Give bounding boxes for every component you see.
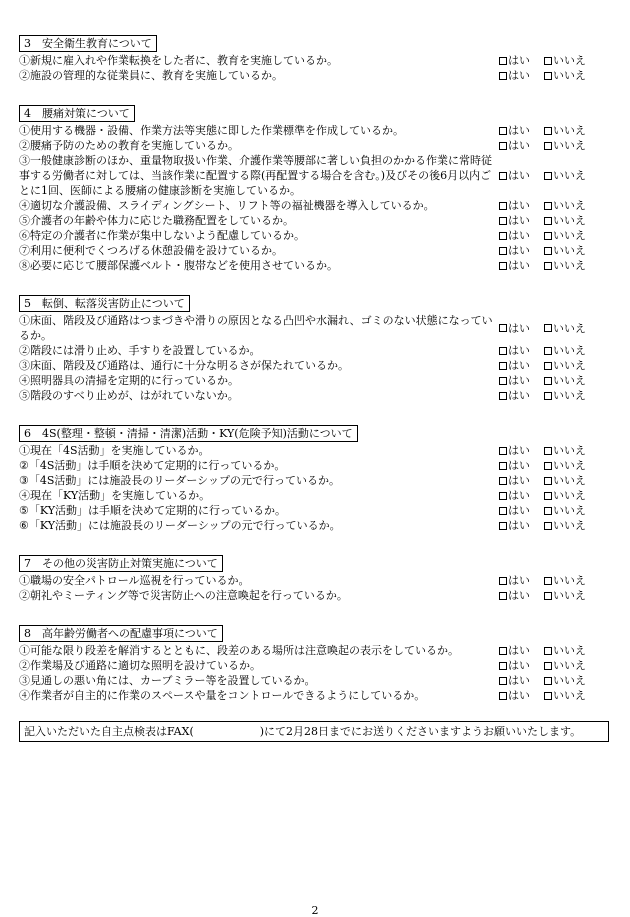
yes-checkbox[interactable] bbox=[499, 507, 507, 515]
checklist-item bbox=[19, 373, 614, 388]
checklist-item bbox=[19, 488, 614, 503]
yes-label: はい bbox=[508, 359, 530, 372]
no-label: いいえ bbox=[553, 259, 586, 272]
question-text: ④適切な介護設備、スライディングシート、リフト等の福祉機器を導入しているか。 bbox=[19, 199, 435, 212]
no-option[interactable] bbox=[544, 458, 586, 473]
checklist-section bbox=[19, 105, 614, 273]
yes-label: はい bbox=[508, 259, 530, 272]
no-checkbox[interactable] bbox=[544, 347, 552, 355]
page-number: 2 bbox=[311, 904, 319, 917]
no-label: いいえ bbox=[553, 229, 586, 242]
question-text: ⑧必要に応じて腰部保護ベルト・腹帯などを使用させているか。 bbox=[19, 259, 338, 272]
yes-label: はい bbox=[508, 519, 530, 532]
no-checkbox[interactable] bbox=[544, 262, 552, 270]
yes-option[interactable] bbox=[499, 573, 544, 588]
yes-option[interactable] bbox=[499, 313, 544, 343]
no-option[interactable] bbox=[544, 213, 586, 228]
answer-options bbox=[497, 518, 614, 533]
no-checkbox[interactable] bbox=[544, 172, 552, 180]
checklist-section bbox=[19, 625, 614, 703]
question-text: ④現在「KY活動」を実施しているか。 bbox=[19, 489, 211, 502]
checklist-item bbox=[19, 388, 614, 403]
no-label: いいえ bbox=[553, 574, 586, 587]
no-label: いいえ bbox=[553, 321, 586, 335]
yes-checkbox[interactable] bbox=[499, 202, 507, 210]
checklist-item bbox=[19, 658, 614, 673]
answer-options bbox=[497, 343, 614, 358]
yes-option[interactable] bbox=[499, 673, 544, 688]
no-checkbox[interactable] bbox=[544, 492, 552, 500]
section-heading: 8 高年齢労働者への配慮事項について bbox=[19, 625, 223, 642]
no-option[interactable] bbox=[544, 643, 586, 658]
checklist-item bbox=[19, 343, 614, 358]
yes-checkbox[interactable] bbox=[499, 217, 507, 225]
yes-checkbox[interactable] bbox=[499, 377, 507, 385]
answer-options bbox=[497, 123, 614, 138]
no-option[interactable] bbox=[544, 673, 586, 688]
no-option[interactable] bbox=[544, 53, 586, 68]
yes-option[interactable] bbox=[499, 358, 544, 373]
answer-options bbox=[497, 588, 614, 603]
answer-options bbox=[497, 53, 614, 68]
no-option[interactable] bbox=[544, 388, 586, 403]
no-checkbox[interactable] bbox=[544, 202, 552, 210]
checklist-item bbox=[19, 503, 614, 518]
answer-options bbox=[497, 138, 614, 153]
question-text: ④照明器具の清掃を定期的に行っているか。 bbox=[19, 374, 239, 387]
question-text: ②朝礼やミーティング等で災害防止への注意喚起を行っているか。 bbox=[19, 589, 348, 602]
question-text: ③見通しの悪い角には、カーブミラー等を設置しているか。 bbox=[19, 674, 316, 687]
checklist-item bbox=[19, 643, 614, 658]
answer-options bbox=[497, 503, 614, 518]
yes-checkbox[interactable] bbox=[499, 462, 507, 470]
checklist-item bbox=[19, 688, 614, 703]
answer-options bbox=[497, 658, 614, 673]
yes-checkbox[interactable] bbox=[499, 592, 507, 600]
yes-checkbox[interactable] bbox=[499, 677, 507, 685]
no-label: いいえ bbox=[553, 659, 586, 672]
yes-option[interactable] bbox=[499, 388, 544, 403]
checklist-item bbox=[19, 673, 614, 688]
yes-checkbox[interactable] bbox=[499, 577, 507, 585]
question-text: ⑥「KY活動」には施設長のリーダーシップの元で行っているか。 bbox=[19, 519, 341, 532]
no-option[interactable] bbox=[544, 573, 586, 588]
answer-options bbox=[497, 313, 614, 343]
no-label: いいえ bbox=[553, 214, 586, 227]
answer-options bbox=[497, 213, 614, 228]
section-heading: 6 4S(整理・整頓・清掃・清潔)活動・KY(危険予知)活動について bbox=[19, 425, 358, 442]
no-label: いいえ bbox=[553, 389, 586, 402]
checklist-section bbox=[19, 555, 614, 603]
yes-label: はい bbox=[508, 244, 530, 257]
checklist-item bbox=[19, 243, 614, 258]
question-text: ①床面、階段及び通路はつまづきや滑りの原因となる凸凹や水漏れ、ゴミのない状態になっているか。 bbox=[19, 314, 493, 342]
no-checkbox[interactable] bbox=[544, 247, 552, 255]
no-checkbox[interactable] bbox=[544, 447, 552, 455]
checklist-item bbox=[19, 138, 614, 153]
no-label: いいえ bbox=[553, 54, 586, 67]
answer-options bbox=[497, 258, 614, 273]
no-label: いいえ bbox=[553, 139, 586, 152]
yes-checkbox[interactable] bbox=[499, 232, 507, 240]
checklist-item bbox=[19, 358, 614, 373]
question-text: ④作業者が自主的に作業のスペースや量をコントロールできるようにしているか。 bbox=[19, 689, 426, 702]
checklist-item bbox=[19, 153, 614, 198]
yes-checkbox[interactable] bbox=[499, 347, 507, 355]
no-option[interactable] bbox=[544, 228, 586, 243]
no-option[interactable] bbox=[544, 198, 586, 213]
no-checkbox[interactable] bbox=[544, 577, 552, 585]
yes-label: はい bbox=[508, 139, 530, 152]
yes-checkbox[interactable] bbox=[499, 362, 507, 370]
checklist-item bbox=[19, 458, 614, 473]
section-heading: 7 その他の災害防止対策実施について bbox=[19, 555, 223, 572]
no-label: いいえ bbox=[553, 444, 586, 457]
yes-label: はい bbox=[508, 489, 530, 502]
checklist-item bbox=[19, 123, 614, 138]
yes-label: はい bbox=[508, 644, 530, 657]
checklist-item bbox=[19, 313, 614, 343]
no-checkbox[interactable] bbox=[544, 592, 552, 600]
yes-option[interactable] bbox=[499, 153, 544, 198]
yes-label: はい bbox=[508, 169, 530, 182]
question-text: ③床面、階段及び通路は、通行に十分な明るさが保たれているか。 bbox=[19, 359, 349, 372]
checklist bbox=[19, 35, 614, 742]
question-text: ①可能な限り段差を解消するとともに、段差のある場所は注意喚起の表示をしているか。 bbox=[19, 644, 459, 657]
no-option[interactable] bbox=[544, 373, 586, 388]
yes-label: はい bbox=[508, 344, 530, 357]
yes-label: はい bbox=[508, 574, 530, 587]
no-label: いいえ bbox=[553, 504, 586, 517]
answer-options bbox=[497, 373, 614, 388]
answer-options bbox=[497, 688, 614, 703]
yes-label: はい bbox=[508, 124, 530, 137]
section-heading: 4 腰痛対策について bbox=[19, 105, 135, 122]
yes-option[interactable] bbox=[499, 688, 544, 703]
question-text: ②階段には滑り止め、手すりを設置しているか。 bbox=[19, 344, 261, 357]
no-label: いいえ bbox=[553, 644, 586, 657]
no-option[interactable] bbox=[544, 358, 586, 373]
no-option[interactable] bbox=[544, 138, 586, 153]
no-checkbox[interactable] bbox=[544, 462, 552, 470]
yes-option[interactable] bbox=[499, 123, 544, 138]
no-option[interactable] bbox=[544, 588, 586, 603]
no-checkbox[interactable] bbox=[544, 692, 552, 700]
no-option[interactable] bbox=[544, 503, 586, 518]
question-text: ①現在「4S活動」を実施しているか。 bbox=[19, 444, 210, 457]
no-checkbox[interactable] bbox=[544, 477, 552, 485]
yes-label: はい bbox=[508, 444, 530, 457]
answer-options bbox=[497, 673, 614, 688]
no-checkbox[interactable] bbox=[544, 677, 552, 685]
answer-options bbox=[497, 153, 614, 198]
yes-checkbox[interactable] bbox=[499, 692, 507, 700]
no-option[interactable] bbox=[544, 243, 586, 258]
no-option[interactable] bbox=[544, 488, 586, 503]
no-option[interactable] bbox=[544, 123, 586, 138]
yes-checkbox[interactable] bbox=[499, 72, 507, 80]
no-option[interactable] bbox=[544, 258, 586, 273]
answer-options bbox=[497, 473, 614, 488]
yes-checkbox[interactable] bbox=[499, 172, 507, 180]
yes-option[interactable] bbox=[499, 243, 544, 258]
question-text: ⑤介護者の年齢や体力に応じた職務配置をしているか。 bbox=[19, 214, 294, 227]
no-checkbox[interactable] bbox=[544, 377, 552, 385]
checklist-section bbox=[19, 295, 614, 403]
no-checkbox[interactable] bbox=[544, 232, 552, 240]
no-checkbox[interactable] bbox=[544, 127, 552, 135]
no-label: いいえ bbox=[553, 69, 586, 82]
answer-options bbox=[497, 198, 614, 213]
answer-options bbox=[497, 458, 614, 473]
question-text: ①新規に雇入れや作業転換をした者に、教育を実施しているか。 bbox=[19, 54, 338, 67]
no-checkbox[interactable] bbox=[544, 142, 552, 150]
yes-option[interactable] bbox=[499, 488, 544, 503]
question-text: ⑥特定の介護者に作業が集中しないよう配慮しているか。 bbox=[19, 229, 305, 242]
yes-label: はい bbox=[508, 69, 530, 82]
checklist-item bbox=[19, 573, 614, 588]
checklist-item bbox=[19, 473, 614, 488]
yes-label: はい bbox=[508, 321, 530, 335]
question-text: ⑤「KY活動」は手順を決めて定期的に行っているか。 bbox=[19, 504, 287, 517]
question-text: ②腰痛予防のための教育を実施しているか。 bbox=[19, 139, 239, 152]
section-heading: 3 安全衛生教育について bbox=[19, 35, 157, 52]
yes-label: はい bbox=[508, 389, 530, 402]
answer-options bbox=[497, 358, 614, 373]
yes-option[interactable] bbox=[499, 503, 544, 518]
yes-checkbox[interactable] bbox=[499, 324, 507, 332]
yes-checkbox[interactable] bbox=[499, 142, 507, 150]
yes-option[interactable] bbox=[499, 443, 544, 458]
answer-options bbox=[497, 228, 614, 243]
yes-checkbox[interactable] bbox=[499, 127, 507, 135]
yes-checkbox[interactable] bbox=[499, 247, 507, 255]
no-label: いいえ bbox=[553, 359, 586, 372]
no-checkbox[interactable] bbox=[544, 392, 552, 400]
yes-label: はい bbox=[508, 199, 530, 212]
yes-checkbox[interactable] bbox=[499, 262, 507, 270]
no-option[interactable] bbox=[544, 343, 586, 358]
no-option[interactable] bbox=[544, 473, 586, 488]
no-label: いいえ bbox=[553, 374, 586, 387]
yes-label: はい bbox=[508, 689, 530, 702]
yes-checkbox[interactable] bbox=[499, 647, 507, 655]
yes-checkbox[interactable] bbox=[499, 57, 507, 65]
checklist-item bbox=[19, 68, 614, 83]
no-option[interactable] bbox=[544, 443, 586, 458]
no-label: いいえ bbox=[553, 244, 586, 257]
yes-option[interactable] bbox=[499, 518, 544, 533]
checklist-item bbox=[19, 213, 614, 228]
yes-checkbox[interactable] bbox=[499, 522, 507, 530]
yes-option[interactable] bbox=[499, 198, 544, 213]
yes-label: はい bbox=[508, 229, 530, 242]
yes-option[interactable] bbox=[499, 643, 544, 658]
yes-label: はい bbox=[508, 674, 530, 687]
checklist-item bbox=[19, 228, 614, 243]
yes-option[interactable] bbox=[499, 258, 544, 273]
checklist-item bbox=[19, 588, 614, 603]
checklist-item bbox=[19, 53, 614, 68]
yes-option[interactable] bbox=[499, 473, 544, 488]
question-text: ⑦利用に便利でくつろげる休憩設備を設けているか。 bbox=[19, 244, 283, 257]
no-option[interactable] bbox=[544, 313, 586, 343]
no-checkbox[interactable] bbox=[544, 522, 552, 530]
yes-option[interactable] bbox=[499, 588, 544, 603]
no-option[interactable] bbox=[544, 68, 586, 83]
no-checkbox[interactable] bbox=[544, 662, 552, 670]
yes-option[interactable] bbox=[499, 373, 544, 388]
no-checkbox[interactable] bbox=[544, 362, 552, 370]
checklist-section bbox=[19, 425, 614, 533]
checklist-item bbox=[19, 518, 614, 533]
no-label: いいえ bbox=[553, 689, 586, 702]
answer-options bbox=[497, 643, 614, 658]
yes-label: はい bbox=[508, 54, 530, 67]
no-checkbox[interactable] bbox=[544, 647, 552, 655]
yes-checkbox[interactable] bbox=[499, 392, 507, 400]
yes-option[interactable] bbox=[499, 53, 544, 68]
question-text: ③「4S活動」には施設長のリーダーシップの元で行っているか。 bbox=[19, 474, 340, 487]
yes-option[interactable] bbox=[499, 458, 544, 473]
no-checkbox[interactable] bbox=[544, 217, 552, 225]
answer-options bbox=[497, 388, 614, 403]
no-label: いいえ bbox=[553, 519, 586, 532]
question-text: ①使用する機器・設備、作業方法等実態に即した作業標準を作成しているか。 bbox=[19, 124, 404, 137]
yes-option[interactable] bbox=[499, 138, 544, 153]
question-text: ③一般健康診断のほか、重量物取扱い作業、介護作業等腰部に著しい負担のかかる作業に常時従事する労働者に対しては、当該作業に配置する際(再配置する場合を含む。)及びその後6月以内ごとに1回、医師による腰痛の健康診断を実施しているか。 bbox=[19, 154, 492, 197]
no-checkbox[interactable] bbox=[544, 72, 552, 80]
yes-checkbox[interactable] bbox=[499, 492, 507, 500]
footer-note: 記入いただいた自主点検表はFAX( )にて2月28日までにお送りくださいますようお願いいたします。 bbox=[19, 721, 609, 742]
yes-label: はい bbox=[508, 589, 530, 602]
no-option[interactable] bbox=[544, 518, 586, 533]
answer-options bbox=[497, 443, 614, 458]
no-label: いいえ bbox=[553, 474, 586, 487]
no-checkbox[interactable] bbox=[544, 57, 552, 65]
answer-options bbox=[497, 573, 614, 588]
yes-checkbox[interactable] bbox=[499, 662, 507, 670]
yes-label: はい bbox=[508, 459, 530, 472]
no-option[interactable] bbox=[544, 153, 586, 198]
section-heading: 5 転倒、転落災害防止について bbox=[19, 295, 190, 312]
no-label: いいえ bbox=[553, 459, 586, 472]
no-label: いいえ bbox=[553, 489, 586, 502]
yes-label: はい bbox=[508, 214, 530, 227]
yes-label: はい bbox=[508, 374, 530, 387]
question-text: ②「4S活動」は手順を決めて定期的に行っているか。 bbox=[19, 459, 286, 472]
yes-option[interactable] bbox=[499, 213, 544, 228]
yes-option[interactable] bbox=[499, 658, 544, 673]
yes-option[interactable] bbox=[499, 68, 544, 83]
question-text: ①職場の安全パトロール巡視を行っているか。 bbox=[19, 574, 250, 587]
no-label: いいえ bbox=[553, 589, 586, 602]
no-option[interactable] bbox=[544, 688, 586, 703]
answer-options bbox=[497, 68, 614, 83]
no-label: いいえ bbox=[553, 169, 586, 182]
yes-label: はい bbox=[508, 474, 530, 487]
question-text: ⑤階段のすべり止めが、はがれていないか。 bbox=[19, 389, 239, 402]
no-checkbox[interactable] bbox=[544, 324, 552, 332]
answer-options bbox=[497, 243, 614, 258]
no-checkbox[interactable] bbox=[544, 507, 552, 515]
yes-label: はい bbox=[508, 504, 530, 517]
yes-option[interactable] bbox=[499, 228, 544, 243]
no-option[interactable] bbox=[544, 658, 586, 673]
checklist-item bbox=[19, 258, 614, 273]
question-text: ②作業場及び通路に適切な照明を設けているか。 bbox=[19, 659, 261, 672]
no-label: いいえ bbox=[553, 674, 586, 687]
yes-option[interactable] bbox=[499, 343, 544, 358]
checklist-section bbox=[19, 35, 614, 83]
answer-options bbox=[497, 488, 614, 503]
yes-label: はい bbox=[508, 659, 530, 672]
no-label: いいえ bbox=[553, 344, 586, 357]
checklist-item bbox=[19, 443, 614, 458]
checklist-item bbox=[19, 198, 614, 213]
no-label: いいえ bbox=[553, 199, 586, 212]
yes-checkbox[interactable] bbox=[499, 447, 507, 455]
yes-checkbox[interactable] bbox=[499, 477, 507, 485]
question-text: ②施設の管理的な従業員に、教育を実施しているか。 bbox=[19, 69, 283, 82]
no-label: いいえ bbox=[553, 124, 586, 137]
